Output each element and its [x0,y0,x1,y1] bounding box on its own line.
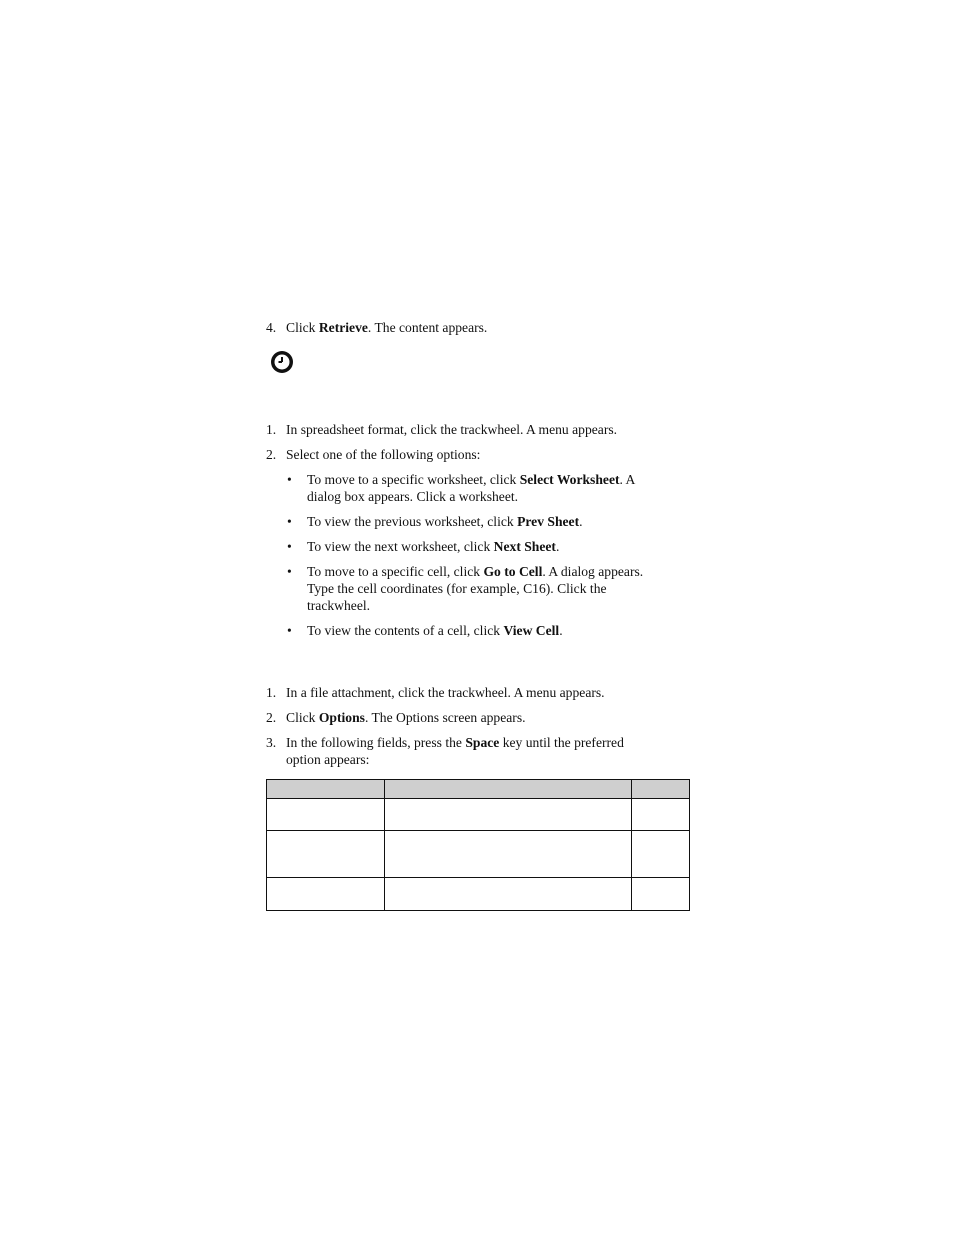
options-table [266,779,690,911]
step-text: Select one of the following options: [286,447,481,462]
table-row [267,799,690,831]
table-cell [267,831,385,878]
bullet-dot: • [287,539,292,554]
bullet-text: To move to a specific cell, click Go to Cell. A dialog appears. Type the cell coordinates (for example, C16). Click the trackwheel. [307,564,644,613]
step-text: In the following fields, press the Space key until the preferred option appears: [286,735,624,767]
bullet-dot: • [287,472,292,487]
bullet-text: To move to a specific worksheet, click Select Worksheet. A dialog box appears. Click a worksheet. [307,472,636,504]
bullet-text: To view the previous worksheet, click Prev Sheet. [307,514,583,529]
step-number: 2. [266,447,277,462]
step-text: In spreadsheet format, click the trackwheel. A menu appears. [286,422,618,437]
table-header-row [267,780,690,799]
step-number: 1. [266,422,277,437]
header-cell [632,780,690,799]
table-cell [385,878,632,911]
table-cell [632,878,690,911]
step-number: 1. [266,685,277,700]
bullet-dot: • [287,623,292,638]
step-text: Click Options. The Options screen appears. [286,710,526,725]
clock-icon [270,350,294,374]
table-row [267,878,690,911]
step-text: Click Retrieve. The content appears. [286,320,488,335]
retrieve-term: Retrieve [318,320,368,335]
header-cell [385,780,632,799]
bullet-text: To view the next worksheet, click Next Sheet. [307,539,560,554]
step-number: 3. [266,735,277,750]
table-cell [267,878,385,911]
table-cell [267,799,385,831]
step-number: 2. [266,710,277,725]
table-cell [632,799,690,831]
bullet-dot: • [287,564,292,579]
table-cell [385,799,632,831]
step-text: In a file attachment, click the trackwheel. A menu appears. [286,685,605,700]
bullet-text: To view the contents of a cell, click View Cell. [307,623,563,638]
table-row [267,831,690,878]
bullet-dot: • [287,514,292,529]
table-cell [385,831,632,878]
table-cell [632,831,690,878]
step-number: 4. [266,320,277,335]
header-cell [267,780,385,799]
